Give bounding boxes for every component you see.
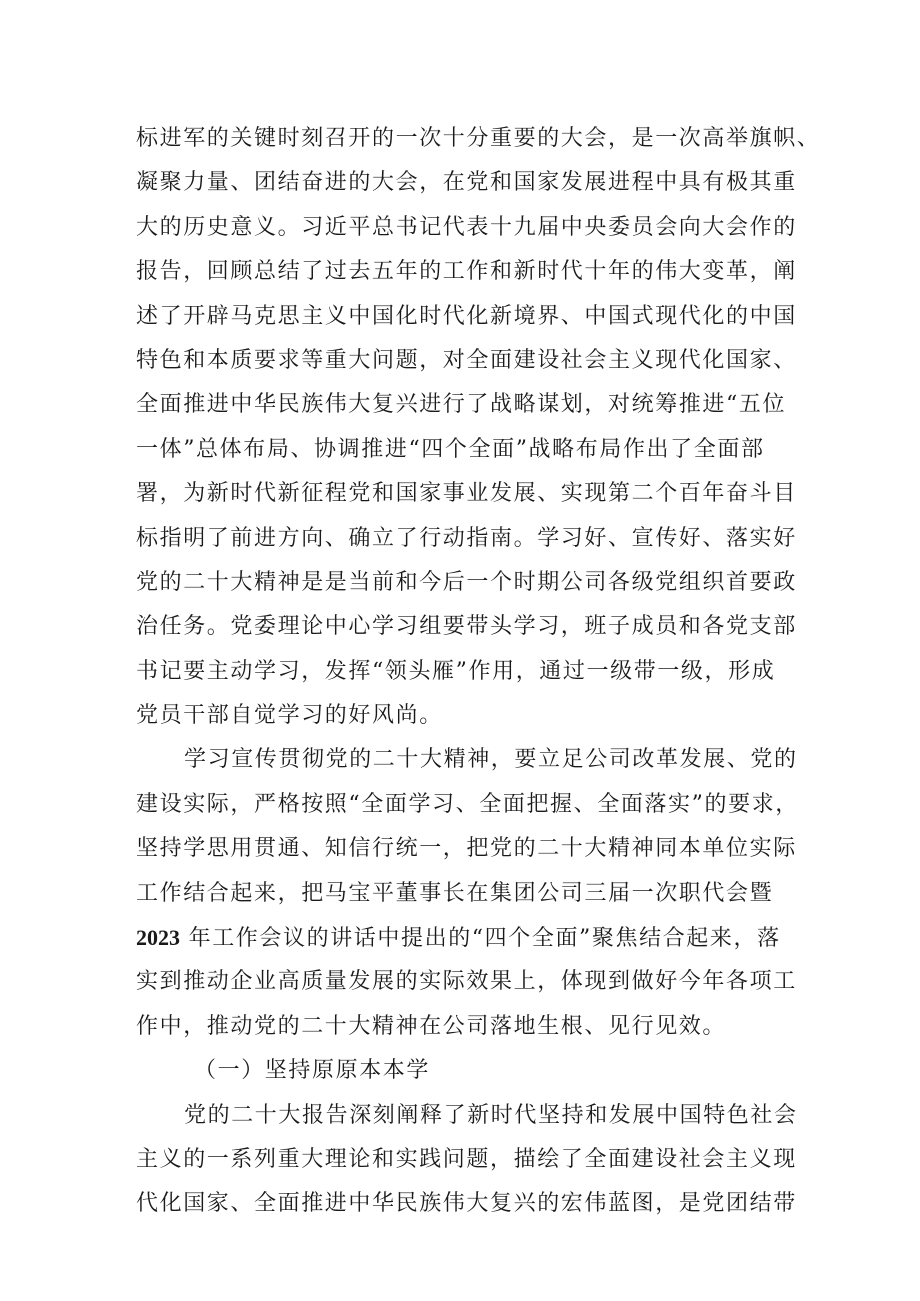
paragraph-line: 报告，回顾总结了过去五年的工作和新时代十年的伟大变革，阐 [136,259,797,285]
year-number: 2023 [136,925,180,951]
paragraph-line: 标进军的关键时刻召开的一次十分重要的大会，是一次高举旗帜、 [136,126,821,151]
paragraph-line: 党员干部自觉学习的好风尚。 [136,703,443,729]
paragraph-2 [136,738,799,1049]
section-heading: （一）坚持原原本本学 [194,1058,431,1084]
paragraph-line: 党的二十大报告深刻阐释了新时代坚持和发展中国特色社会 [184,1102,798,1128]
paragraph-line: 凝聚力量、团结奋进的大会，在党和国家发展进程中具有极其重 [136,170,797,196]
paragraph-line: 述了开辟马克思主义中国化时代化新境界、中国式现代化的中国 [136,303,797,329]
paragraph-line: 建设实际，严格按照“全面学习、全面把握、全面落实”的要求， [136,791,799,817]
paragraph-line: 书记要主动学习，发挥“领头雁”作用，通过一级带一级，形成 [136,658,776,684]
paragraph-line: 大的历史意义。习近平总书记代表十九届中央委员会向大会作的 [136,214,797,240]
paragraph-line: 主义的一系列重大理论和实践问题，描绘了全面建设社会主义现 [136,1146,797,1172]
paragraph-line: 党的二十大精神是是当前和今后一个时期公司各级党组织首要政 [136,569,797,595]
section-heading-block [136,1049,796,1093]
paragraph-line-with-year [136,916,796,960]
paragraph-line: 治任务。党委理论中心学习组要带头学习，班子成员和各党支部 [136,614,797,640]
paragraph-line-rest: 年工作会议的讲话中提出的“四个全面”聚焦结合起来，落 [180,926,781,952]
paragraph-line: 特色和本质要求等重大问题，对全面建设社会主义现代化国家、 [136,347,797,373]
paragraph-line: 标指明了前进方向、确立了行动指南。学习好、宣传好、落实好 [136,525,797,551]
paragraph-3 [136,1094,796,1227]
paragraph-line: 全面推进中华民族伟大复兴进行了战略谋划，对统筹推进“五位 [136,392,787,418]
paragraph-line: 署，为新时代新征程党和国家事业发展、实现第二个百年奋斗目 [136,481,797,507]
paragraph-line: 代化国家、全面推进中华民族伟大复兴的宏伟蓝图，是党团结带 [136,1191,797,1217]
document-body [136,117,821,1227]
paragraph-line: 作中，推动党的二十大精神在公司落地生根、见行见效。 [136,1013,727,1039]
paragraph-line: 工作结合起来，把马宝平董事长在集团公司三届一次职代会暨 [136,880,774,906]
paragraph-line: 学习宣传贯彻党的二十大精神，要立足公司改革发展、党的 [184,747,798,773]
paragraph-line: 一体”总体布局、协调推进“四个全面”战略布局作出了全面部 [136,436,765,462]
paragraph-line: 坚持学思用贯通、知信行统一，把党的二十大精神同本单位实际 [136,836,797,862]
paragraph-1 [136,117,821,738]
paragraph-line: 实到推动企业高质量发展的实际效果上，体现到做好今年各项工 [136,969,797,995]
